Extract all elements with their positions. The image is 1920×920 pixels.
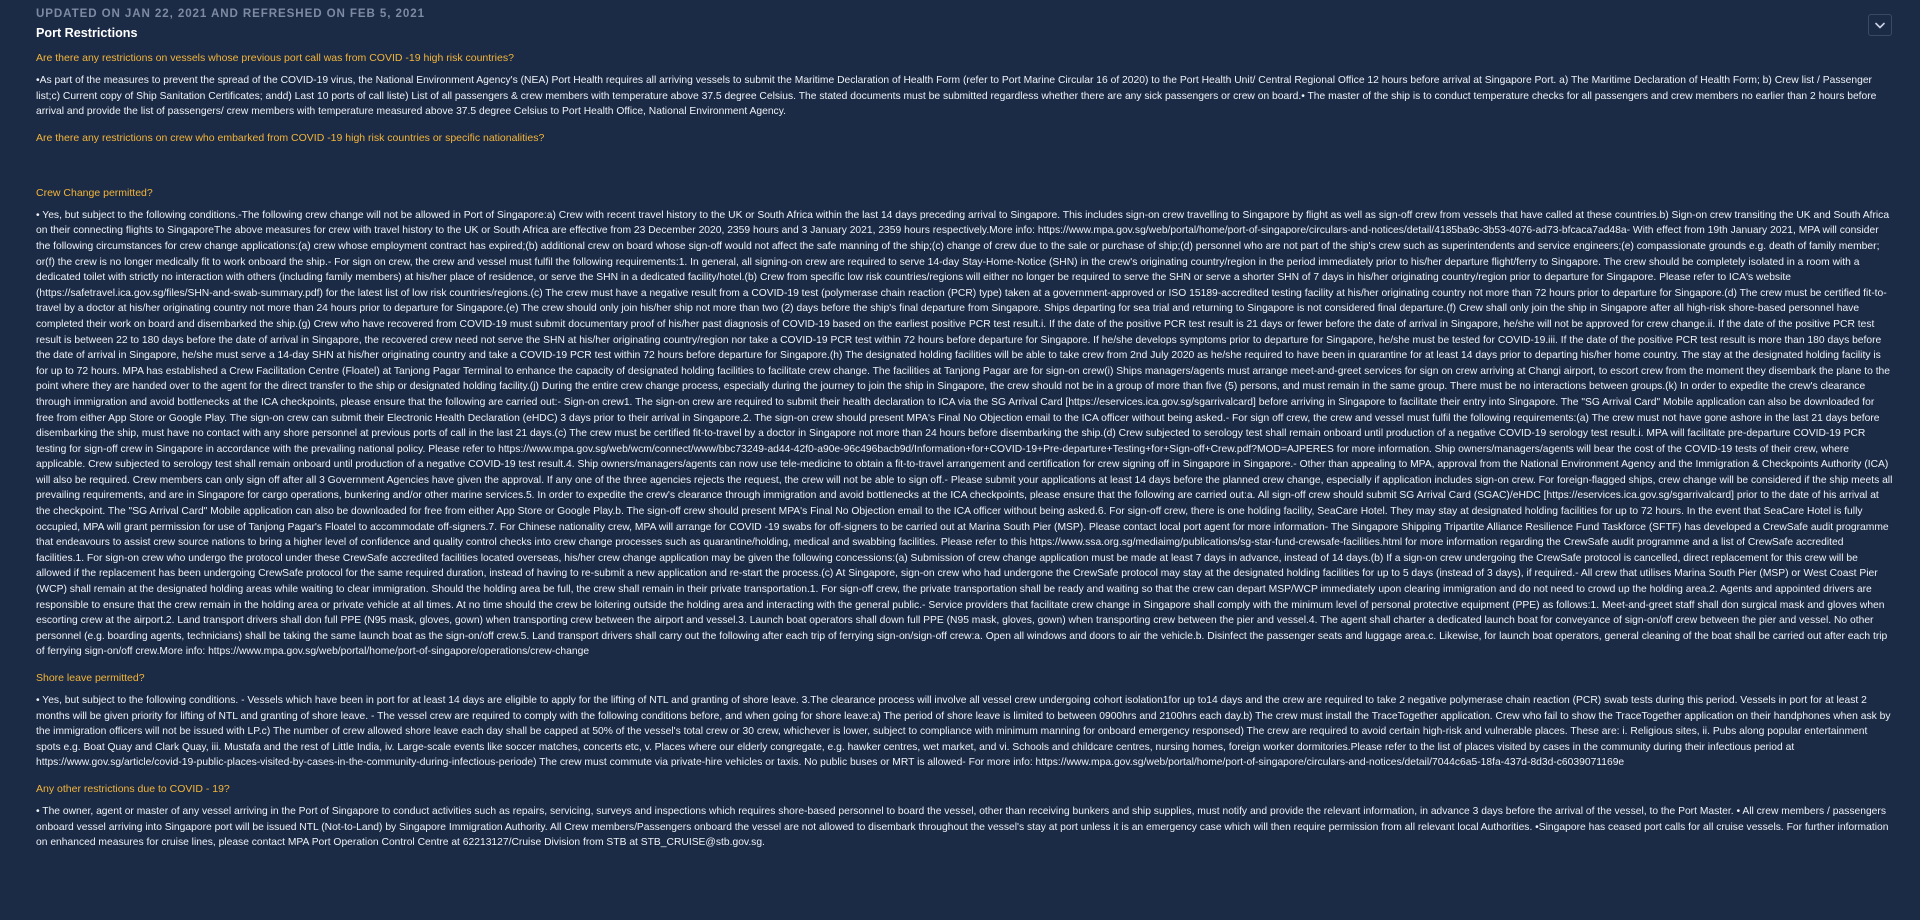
question-crew-nationalities: Are there any restrictions on crew who embarked from COVID -19 high risk countries or specific nationalities? <box>36 131 545 144</box>
answer-shore-leave: • Yes, but subject to the following conditions. - Vessels which have been in port for at least 14 days are eligible to apply for the lifting of NTL and granting of shore leave. 3.The clearance process will involve all vessel crew undergoing cohort isolation1for up to14 days and the crew are required to take 2 negative polymerase chain reaction (PCR) swab tests during this period. Vessels in port for at least 2 months will be given priority for lifting of NTL and granting of shore leave. - The vessel crew are required to comply with the following conditions before, and when going for shore leave:a) The period of shore leave is limited to between 0900hrs and 2100hrs each day.b) The crew must install the TraceTogether application. Crew who fail to show the TraceTogether application on their handphones when ask by the immigration officers will not be issued with LP.c) The number of crew allowed shore leave each day shall be capped at 50% of the vessel's total crew or 30 crew, whichever is lower, subject to compliance with minimum manning for onboard emergency responsed) The crew are required to avoid certain high-risk and vulnerable places. These are: i. Religious sites, ii. Pubs along popular entertainment spots e.g. Boat Quay and Clark Quay, iii. Mustafa and the rest of Little India, iv. Large-scale events like soccer matches, concerts etc, v. Places where our elderly congregate, e.g. hawker centres, wet market, and vi. Schools and childcare centres, nursing homes, foreign worker dormitories.Please refer to the list of places visited by cases in the community during their infectious period at https://www.gov.sg/article/covid-19-public-places-visited-by-cases-in-the-community-during-infectious-periode) The crew must commute via private-hire vehicles or taxis. No public buses or MRT is allowed- For more info: https://www.mpa.gov.sg/web/portal/home/port-of-singapore/circulars-and-notices/detail/7044c6a5-18fa-437d-8d3d-c6039071169e <box>36 695 1891 769</box>
updated-timestamp: UPDATED ON JAN 22, 2021 AND REFRESHED ON FEB 5, 2021 <box>36 7 425 20</box>
answer-crew-change: • Yes, but subject to the following conditions.-The following crew change will not be allowed in Port of Singapore:a) Crew with recent travel history to the UK or South Africa within the last 14 days preceding arrival to Singapore. This includes sign-on crew travelling to Singapore by flight as well as sign-off crew from vessels that have called at these countries.b) Sign-on crew transiting the UK and South Africa on their connecting flights to SingaporeThe above measures for crew with travel history to the UK or South Africa are effective from 23 December 2020, 2359 hours and 3 January 2021, 2359 hours respectively.More info: https://www.mpa.gov.sg/web/portal/home/port-of-singapore/circulars-and-notices/detail/4185ba9c-3b53-4076-ad73-bfcaca7ad48a- With effect from 19th January 2021, MPA will consider the following circumstances for crew change applications:(a) crew whose employment contract has expired;(b) additional crew on board whose sign-off would not affect the safe manning of the ship;(c) change of crew due to the sale or purchase of ship;(d) personnel who are not part of the ship's crew such as superintendents and service engineers;(e) compassionate grounds e.g. death of family member; or(f) the crew is no longer medically fit to work onboard the ship.- For sign on crew, the crew and vessel must fulfil the following requirements:1. In general, all signing-on crew are required to serve 14-day Stay-Home-Notice (SHN) in the crew's originating country/region in the period immediately prior to his/her departure flight/ferry to Singapore. The crew should be completely isolated in a room with a dedicated toilet with strictly no interaction with others (including family members) at his/her place of residence, or serve the SHN in a dedicated facility/hotel.(b) Crew from specific low risk countries/regions will either no longer be required to serve the SHN or serve a shorter SHN of 7 days in his/her originating country/region prior to departure for Singapore. Please refer to ICA's website (https://safetravel.ica.gov.sg/files/SHN-and-swab-summary.pdf) for the latest list of low risk countries/regions.(c) The crew must have a negative result from a COVID-19 test (polymerase chain reaction (PCR) type) taken at a government-approved or ISO 15189-accredited testing facility at his/her originating country not more than 72 hours prior to departure for Singapore.(d) The crew must be certified fit-to-travel by a doctor at his/her originating country not more than 24 hours prior to departure for Singapore.(e) The crew should only join his/her ship not more than two (2) days before the ship's final departure from Singapore. Ships departing for sea trial and returning to Singapore is not considered final departure.(f) Crew shall only join the ship in Singapore after all high-risk shore-based personnel have completed their work on board and disembarked the ship.(g) Crew who have recovered from COVID-19 must submit documentary proof of his/her past diagnosis of COVID-19 based on the earliest positive PCR test result.i. If the date of the positive PCR test result is 21 days or fewer before the date of arrival in Singapore, he/she will not be approved for crew change.ii. If the date of the positive PCR test result is between 22 to 180 days before the date of arrival in Singapore, the recovered crew need not serve the SHN at his/her originating country/region nor take a COVID-19 PCR test within 72 hours before departure for Singapore. If he/she develops symptoms prior to departure for Singapore, he/she must be tested for COVID-19.iii. If the date of the positive PCR test result is more than 180 days before the date of arrival in Singapore, he/she must serve a 14-day SHN at his/her originating country and take a COVID-19 PCR test within 72 hours before departure for Singapore.(h) The designated holding facilities will be able to take crew from 2nd July 2020 as he/she required to have been in quarantine for at least 14 days prior to departing his/her home country. The stay at the designated holding facility is for up to 72 hours. MPA has established a Crew Facilitation Centre (Floatel) at Tanjong Pagar Terminal to enhance the capacity of designated holding facilities to facilitate crew change. The facilities at Tanjong Pagar are for sign-on crew(i) Ships managers/agents must arrange meet-and-greet services for sign on crew arriving at Changi airport, to escort crew from the moment they disembark the plane to the point where they are handed over to the agent for the direct transfer to the ship or designated holding facility.(j) During the entire crew change process, especially during the journey to join the ship in Singapore, the crew should not be in a group of more than five (5) persons, and must remain in the same group. There must be no interactions between groups.(k) In order to expedite the crew's clearance through immigration and avoid bottlenecks at the ICA checkpoints, please ensure that the following are carried out:- Sign-on crew1. The sign-on crew are required to submit their health declaration to ICA via the SG Arrival Card [https://eservices.ica.gov.sg/sgarrivalcard] before arriving in Singapore to facilitate their entry into Singapore. The "SG Arrival Card" Mobile application can also be downloaded for free from either App Store or Google Play. The sign-on crew can submit their Electronic Health Declaration (eHDC) 3 days prior to their arrival in Singapore.2. The sign-on crew should present MPA's Final No Objection email to the ICA officer without being asked.- For sign off crew, the crew and vessel must fulfil the following requirements:(a) The crew must not have gone ashore in the last 21 days before disembarking the ship, must have no contact with any shore personnel at previous ports of call in the last 21 days.(c) The crew must be certified fit-to-travel by a doctor in Singapore not more than 24 hours before disembarking the ship.(d) Crew subjected to serology test shall remain onboard until production of a negative COVID-19 serology test result.i. MPA will facilitate pre-departure COVID-19 PCR testing for sign-off crew in Singapore in accordance with the prevailing national policy. Please refer to https://www.mpa.gov.sg/web/wcm/connect/www/bbc73249-ad44-42f0-a90e-96c496bacb9d/Information+for+COVID-19+Pre-departure+Testing+for+Sign-off+Crew.pdf?MOD=AJPERES for more information. Ship owners/managers/agents will bear the cost of the COVID-19 tests of their crew, where applicable. Crew subjected to serology test shall remain onboard until production of a negative COVID-19 test result.4. Ship owners/managers/agents can now use tele-medicine to obtain a fit-to-travel arrangement and certification for crew signing off in Singapore in Singapore.- Other than appealing to MPA, approval from the National Environment Agency and the Immigration & Checkpoints Authority (ICA) will also be required. Crew members can only sign off after all 3 Government Agencies have given the approval. If any one of the three agencies rejects the request, the crew will not be able to sign off.- Please submit your applications at least 14 days before the planned crew change, especially if application includes sign-on crew. For foreign-flagged ships, crew change will be considered if the ship meets all prevailing requirements, and are in Singapore for cargo operations, bunkering and/or other marine services.5. In order to expedite the crew's clearance through immigration and avoid bottlenecks at the ICA checkpoints, please ensure that the following are carried out:a. All sign-off crew should submit SG Arrival Card (SGAC)/eHDC [https://eservices.ica.gov.sg/sgarrivalcard] prior to the date of his arrival at the checkpoint. The "SG Arrival Card" Mobile application can also be downloaded for free from either App Store or Google Play.b. The sign-off crew should present MPA's Final No Objection email to the ICA officer without being asked.6. For sign-off crew, there is one holding facility, SeaCare Hotel. They may stay at designated holding facilities for up to 72 hours. In the event that SeaCare Hotel is fully occupied, MPA will grant permission for use of Tanjong Pagar's Floatel to accommodate off-signers.7. For Chinese nationality crew, MPA will arrange for COVID -19 swabs for off-signers to be carried out at Marina South Pier (MSP). Please contact local port agent for more information- The Singapore Shipping Tripartite Alliance Resilience Fund Taskforce (SFTF) has developed a CrewSafe audit programme that endeavours to assist crew source nations to bring a higher level of confidence and quality control checks into crew change processes such as quarantine/holding, medical and swabbing facilities. Please refer to this https://www.ssa.org.sg/mediaimg/publications/sg-star-fund-crewsafe-facilities.html for more information regarding the CrewSafe audit programme and a list of CrewSafe accredited facilities.1. For sign-on crew who undergo the protocol under these CrewSafe accredited facilities located overseas, his/her crew change application may be given the following concessions:(a) Submission of crew change application must be made at least 7 days in advance, instead of 14 days.(b) If a sign-on crew undergoing the CrewSafe protocol is cancelled, direct replacement for this crew will be allowed if the replacement has been undergoing CrewSafe protocol for the same required duration, instead of having to re-submit a new application and re-start the process.(c) At Singapore, sign-on crew who had undergone the CrewSafe protocol may stay at the designated holding facilities for up to 5 days (instead of 3 days), if required.- All crew that utilises Marina South Pier (MSP) or West Coast Pier (WCP) shall remain at the designated holding areas while waiting to clear immigration. Should the holding area be full, the crew shall remain in their private transportation.1. For sign-off crew, the private transportation shall be ready and waiting so that the crew can depart MSP/WCP immediately upon clearing immigration and do not need to crowd up the holding area.2. Agents and appointed drivers are responsible to ensure that the crew remain in the holding area or private vehicle at all times. At no time should the crew be loitering outside the holding area and interacting with the general public.- Service providers that facilitate crew change in Singapore shall comply with the minimum level of personal protective equipment (PPE) as follows:1. Meet-and-greet staff shall don surgical mask and gloves when escorting crew at the airport.2. Land transport drivers shall don full PPE (N95 mask, gloves, gown) when transporting crew between the airport and vessel.3. Launch boat operators shall down full PPE (N95 mask, gloves, gown) when transporting crew between the pier and vessel.4. The agent shall charter a dedicated launch boat for conveyance of sign-on/off crew between the pier and vessel. No other personnel (e.g. boarding agents, technicians) shall be taking the same launch boat as the sign-on/off crew.5. Land transport drivers shall carry out the following after each trip of ferrying sign-on/sign-off crew:a. Open all windows and doors to air the vehicle.b. Disinfect the passenger seats and luggage area.c. Likewise, for launch boat operators, general cleaning of the boat shall be carried out after each trip of ferrying sign-on/off crew.More info: https://www.mpa.gov.sg/web/portal/home/port-of-singapore/operations/crew-change <box>36 209 1893 658</box>
restrictions-content <box>36 51 1894 851</box>
question-previous-port-call: Are there any restrictions on vessels whose previous port call was from COVID -19 high risk countries? <box>36 52 514 64</box>
question-other-restrictions: Any other restrictions due to COVID - 19? <box>36 782 230 795</box>
section-crew-nationalities <box>36 131 1894 186</box>
answer-crew-nationalities <box>36 153 1894 186</box>
page-title: Port Restrictions <box>36 26 138 40</box>
question-shore-leave: Shore leave permitted? <box>36 672 145 684</box>
section-shore-leave <box>36 671 1894 771</box>
answer-other-restrictions: • The owner, agent or master of any vessel arriving in the Port of Singapore to conduct activities such as repairs, servicing, surveys and inspections which requires shore-based personnel to board the vessel, other than receiving bunkers and ship supplies, must notify and provide the relevant information, in advance 3 days before the arrival of the vessel, to the Port Master. • All crew members / passengers onboard vessel arriving into Singapore port will be issued NTL (Not-to-Land) by Singapore Immigration Authority. All Crew members/Passengers onboard the vessel are not allowed to disembark throughout the vessel's stay at port unless it is an emergency case which will then require permission from all relevant local Authorities. •Singapore has ceased port calls for all cruise vessels. For further information on enhanced measures for cruise lines, please contact MPA Port Operation Control Centre at 62213127/Cruise Division from STB at STB_CRUISE@stb.gov.sg. <box>36 805 1889 849</box>
collapse-button[interactable] <box>1868 14 1892 36</box>
section-crew-change <box>36 186 1894 660</box>
section-previous-port-call <box>36 51 1894 120</box>
section-other-restrictions <box>36 782 1894 851</box>
chevron-down-icon <box>1875 22 1885 29</box>
question-crew-change: Crew Change permitted? <box>36 186 153 199</box>
answer-previous-port-call: •As part of the measures to prevent the spread of the COVID-19 virus, the National Environment Agency's (NEA) Port Health requires all arriving vessels to submit the Maritime Declaration of Health Form (refer to Port Marine Circular 16 of 2020) to the Port Health Unit/ Central Regional Office 12 hours before arrival at Singapore Port. a) The Maritime Declaration of Health Form; b) Crew list / Passenger list;c) Current copy of Ship Sanitation Certificates; andd) Last 10 ports of call liste) List of all passengers & crew members with temperature above 37.5 degree Celsius. The stated documents must be submitted regardless whether there are any sick passengers or crew on board.• The master of the ship is to conduct temperature checks for all passengers and crew members no earlier than 2 hours before arrival and provide the list of passengers/ crew members with temperature measured above 37.5 degree Celsius to Port Health Office, National Environment Agency. <box>36 75 1877 118</box>
